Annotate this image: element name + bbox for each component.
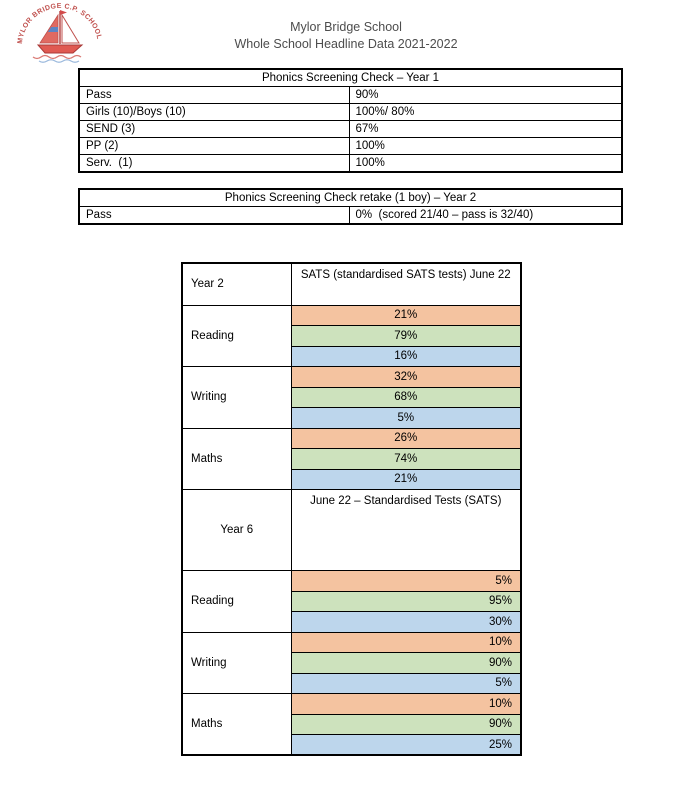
- subject-label-maths: Maths: [182, 694, 291, 756]
- table-header-row: [79, 69, 622, 87]
- row-value: 90%: [349, 87, 622, 104]
- score-band: 5%: [291, 673, 521, 694]
- table-header-row: [79, 189, 622, 207]
- subject-label-maths: Maths: [182, 428, 291, 490]
- year6-header-row: [182, 490, 521, 571]
- score-band: 32%: [291, 367, 521, 388]
- row-value: 100%/ 80%: [349, 104, 622, 121]
- year2-writing-rows: [182, 367, 521, 388]
- table-title: Phonics Screening Check retake (1 boy) – Year 2: [79, 189, 622, 207]
- score-band: 21%: [291, 469, 521, 490]
- score-band: 10%: [291, 694, 521, 715]
- subject-label-writing: Writing: [182, 632, 291, 694]
- row-value: 100%: [349, 155, 622, 173]
- score-band: 95%: [291, 591, 521, 612]
- year2-header-cell: SATS (standardised SATS tests) June 22: [291, 263, 521, 305]
- row-label: Pass: [79, 87, 349, 104]
- page-subtitle: Whole School Headline Data 2021-2022: [234, 36, 458, 51]
- score-band: 16%: [291, 346, 521, 367]
- score-band: 90%: [291, 653, 521, 674]
- table-title: Phonics Screening Check – Year 1: [79, 69, 622, 87]
- table-row: [79, 121, 622, 138]
- row-value: 67%: [349, 121, 622, 138]
- year2-label-cell: Year 2: [182, 263, 291, 305]
- score-band: 26%: [291, 428, 521, 449]
- logo-arc-text: MYLOR BRIDGE C.P. SCHOOL: [16, 2, 103, 45]
- year6-label-cell: Year 6: [182, 490, 291, 571]
- score-band: 79%: [291, 326, 521, 347]
- year2-reading-rows: [182, 305, 521, 326]
- table-row: [79, 104, 622, 121]
- phonics-year1-table: [78, 68, 623, 173]
- year6-maths-rows: [182, 694, 521, 715]
- row-value: 100%: [349, 138, 622, 155]
- page-title-block: [0, 19, 692, 52]
- score-band: 10%: [291, 632, 521, 653]
- year6-header-cell: June 22 – Standardised Tests (SATS): [291, 490, 521, 571]
- score-band: 74%: [291, 449, 521, 470]
- row-label: PP (2): [79, 138, 349, 155]
- subject-label-writing: Writing: [182, 367, 291, 429]
- table-row: [79, 155, 622, 173]
- row-label: SEND (3): [79, 121, 349, 138]
- score-band: 90%: [291, 714, 521, 735]
- score-band: 25%: [291, 735, 521, 756]
- row-value: 0% (scored 21/40 – pass is 32/40): [349, 207, 622, 225]
- page-title: Mylor Bridge School: [290, 20, 402, 34]
- score-band: 5%: [291, 408, 521, 429]
- table-row: [79, 87, 622, 104]
- subject-label-reading: Reading: [182, 571, 291, 633]
- year2-maths-rows: [182, 428, 521, 449]
- row-label: Girls (10)/Boys (10): [79, 104, 349, 121]
- table-row: [79, 207, 622, 225]
- row-label: Serv. (1): [79, 155, 349, 173]
- row-label: Pass: [79, 207, 349, 225]
- score-band: 5%: [291, 571, 521, 592]
- score-band: 21%: [291, 305, 521, 326]
- sats-results-table: [181, 262, 522, 756]
- phonics-retake-table: [78, 188, 623, 225]
- year6-writing-rows: [182, 632, 521, 653]
- score-band: 68%: [291, 387, 521, 408]
- subject-label-reading: Reading: [182, 305, 291, 367]
- table-row: [79, 138, 622, 155]
- year2-header-row: [182, 263, 521, 305]
- year6-reading-rows: [182, 571, 521, 592]
- score-band: 30%: [291, 612, 521, 633]
